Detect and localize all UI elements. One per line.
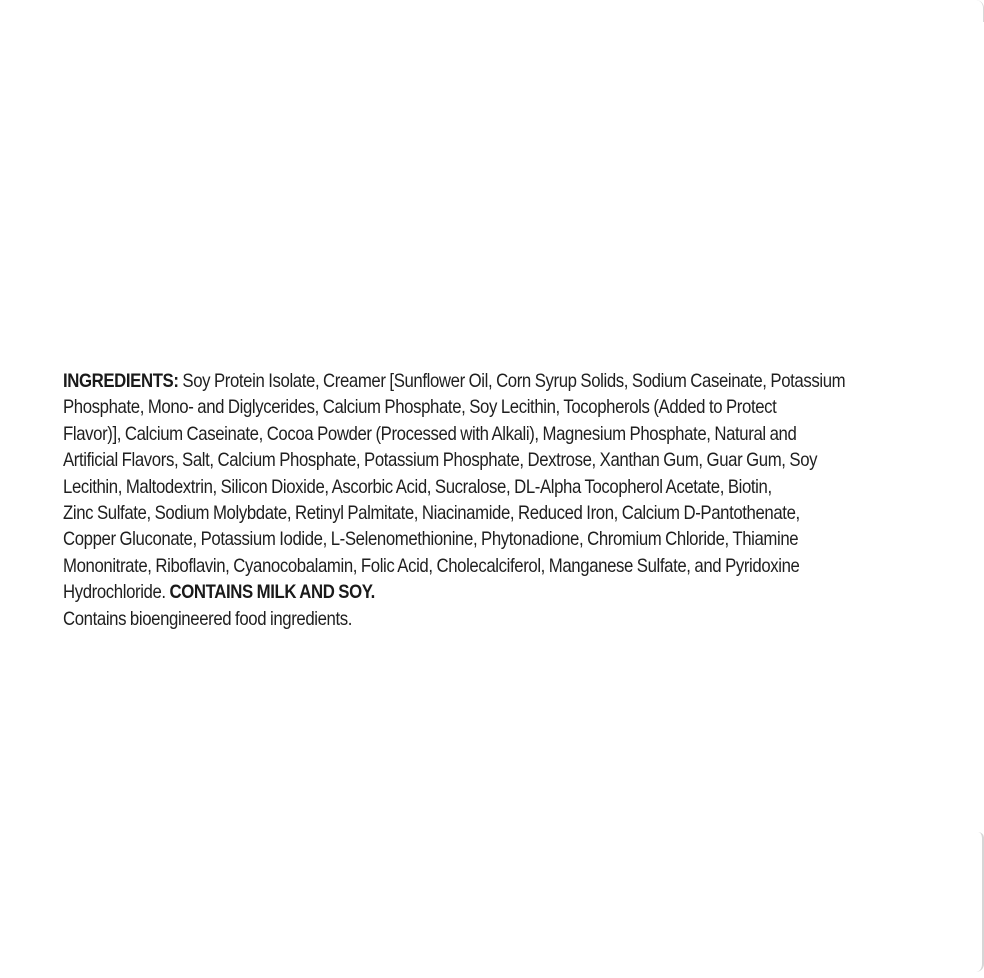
ingredients-line-7: Copper Gluconate, Potassium Iodide, L-Selenomethionine, Phytonadione, Chromium Chloride, Thiamine <box>63 528 799 551</box>
ingredients-text-1: Soy Protein Isolate, Creamer [Sunflower Oil, Corn Syrup Solids, Sodium Caseinate, Potassium <box>182 370 846 392</box>
ingredients-line-4: Artificial Flavors, Salt, Calcium Phosphate, Potassium Phosphate, Dextrose, Xanthan Gum, Guar Gum, Soy <box>63 449 818 472</box>
ingredients-text-9: Hydrochloride. <box>63 581 166 604</box>
allergen-statement: CONTAINS MILK AND SOY. <box>169 581 375 604</box>
scroll-edge-top <box>975 0 984 22</box>
ingredients-line-9 <box>63 579 963 605</box>
ingredients-panel <box>63 368 963 632</box>
ingredients-line-6: Zinc Sulfate, Sodium Molybdate, Retinyl Palmitate, Niacinamide, Reduced Iron, Calcium D-Pantothenate, <box>63 502 800 525</box>
ingredients-line-5: Lecithin, Maltodextrin, Silicon Dioxide, Ascorbic Acid, Sucralose, DL-Alpha Tocopherol Acetate, Biotin, <box>63 475 772 498</box>
ingredients-line-2: Phosphate, Mono- and Diglycerides, Calcium Phosphate, Soy Lecithin, Tocopherols (Added to Protect <box>63 396 777 419</box>
ingredients-line-1 <box>63 368 963 394</box>
bioengineered-statement: Contains bioengineered food ingredients. <box>63 607 353 630</box>
ingredients-line-3: Flavor)], Calcium Caseinate, Cocoa Powder (Processed with Alkali), Magnesium Phosphate, Natural and <box>63 422 797 445</box>
scrollbar-track[interactable] <box>974 832 984 972</box>
ingredients-heading: INGREDIENTS: <box>63 370 179 392</box>
ingredients-line-8: Mononitrate, Riboflavin, Cyanocobalamin, Folic Acid, Cholecalciferol, Manganese Sulfate, and Pyridoxine <box>63 554 800 577</box>
